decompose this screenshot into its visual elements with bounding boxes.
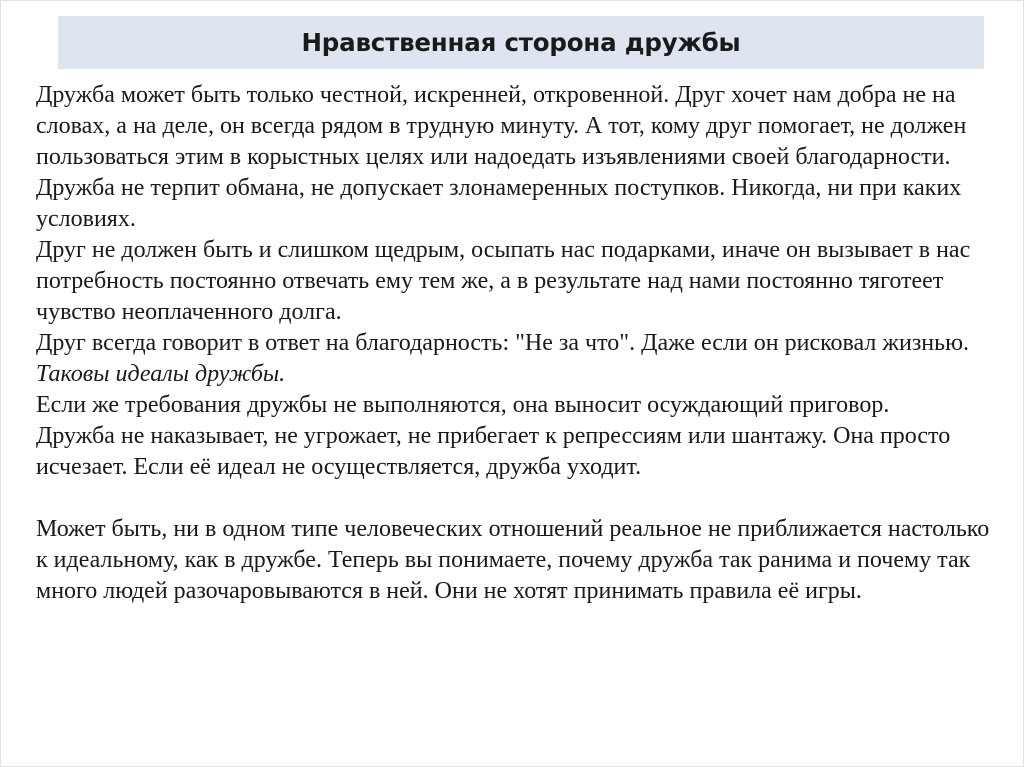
paragraph-generosity: Друг не должен быть и слишком щедрым, осыпать нас подарками, иначе он вызывает в нас потребность постоянно отвечать ему тем же, а в результате над нами постоянно тяготеет чувство неоплаченного долга. bbox=[36, 237, 971, 325]
paragraph-verdict: Если же требования дружбы не выполняются, она выносит осуждающий приговор. bbox=[36, 392, 890, 418]
paragraph-conclusion: Может быть, ни в одном типе человеческих отношений реальное не приближается настолько к идеальному, как в дружбе. Теперь вы понимаете, почему дружба так ранима и почему так много людей разочаровываются в ней. Они не хотят принимать правила её игры. bbox=[36, 516, 990, 604]
paragraph-gap bbox=[36, 483, 991, 514]
paragraph-gratitude bbox=[36, 328, 991, 390]
paragraph-gratitude-text: Друг всегда говорит в ответ на благодарность: "Не за что". Даже если он рисковал жизнью. bbox=[36, 330, 970, 356]
paragraph-disappearance: Дружба не наказывает, не угрожает, не прибегает к репрессиям или шантажу. Она просто исчезает. Если её идеал не осуществляется, дружба уходит. bbox=[36, 423, 951, 480]
paragraph-honesty: Дружба может быть только честной, искренней, откровенной. Друг хочет нам добра не на словах, а на деле, он всегда рядом в трудную минуту. А тот, кому друг помогает, не должен пользоваться этим в корыстных целях или надоедать изъявлениями своей благодарности. Дружба не терпит обмана, не допускает злонамеренных поступков. Никогда, ни при каких условиях. bbox=[36, 82, 967, 232]
slide-body bbox=[36, 80, 991, 607]
title-bar bbox=[58, 16, 984, 69]
paragraph-gratitude-italic: Таковы идеалы дружбы. bbox=[36, 361, 286, 387]
slide-title: Нравственная сторона дружбы bbox=[301, 28, 741, 57]
